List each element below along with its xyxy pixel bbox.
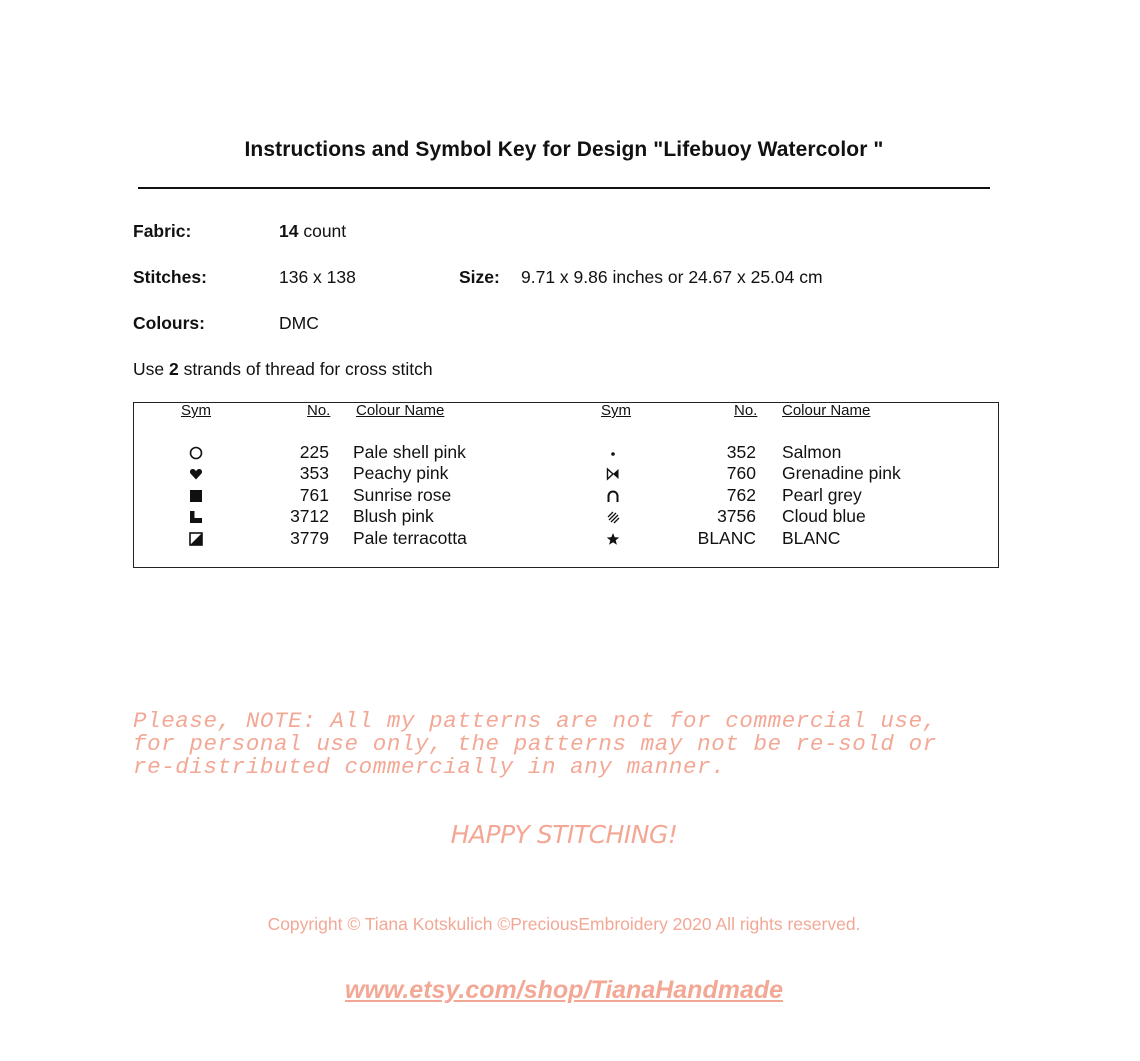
key-right-name-1: Salmon: [782, 442, 842, 462]
title-divider: [138, 187, 990, 189]
colours-value: DMC: [279, 313, 319, 333]
fabric-label: Fabric:: [133, 221, 192, 241]
diagonal-stripes-icon: [599, 506, 627, 528]
header-no-right: No.: [734, 402, 758, 419]
document-title: Instructions and Symbol Key for Design "Lifebuoy Watercolor ": [244, 138, 884, 161]
size-value: 9.71 x 9.86 inches or 24.67 x 25.04 cm: [521, 267, 823, 287]
half-square-icon: [182, 528, 210, 550]
heart-icon: [182, 463, 210, 485]
key-right-name-5: BLANC: [782, 528, 841, 548]
key-right-no-4: 3756: [717, 506, 756, 526]
fabric-count-unit: count: [298, 221, 347, 241]
key-right-name-3: Pearl grey: [782, 485, 862, 505]
stitches-value: 136 x 138: [279, 267, 356, 287]
header-sym-left: Sym: [181, 402, 211, 419]
star-icon: [599, 528, 627, 550]
key-left-no-4: 3712: [290, 506, 329, 526]
usage-note-line-3: re-distributed commercially in any manner.: [133, 754, 726, 780]
key-left-no-1: 225: [299, 442, 329, 462]
strands-prefix: Use: [133, 359, 169, 379]
fabric-value: [279, 221, 346, 242]
key-left-name-1: Pale shell pink: [353, 442, 466, 462]
usage-note-line-1: Please, NOTE: All my patterns are not for commercial use,: [133, 708, 937, 734]
key-left-name-3: Sunrise rose: [353, 485, 452, 505]
key-left-no-2: 353: [299, 463, 329, 483]
header-sym-right: Sym: [601, 402, 631, 419]
header-name-left: Colour Name: [356, 402, 445, 419]
fabric-count: 14: [279, 221, 299, 241]
key-left-name-5: Pale terracotta: [353, 528, 467, 548]
key-left-no-5: 3779: [290, 528, 329, 548]
small-dot-icon: [599, 442, 627, 464]
size-label: Size:: [459, 267, 500, 287]
bowtie-icon: [599, 463, 627, 485]
usage-note: [133, 710, 1033, 779]
key-right-no-2: 760: [726, 463, 756, 483]
strands-count: 2: [168, 359, 179, 379]
key-right-name-4: Cloud blue: [782, 506, 866, 526]
header-name-right: Colour Name: [782, 402, 871, 419]
etsy-shop-link[interactable]: www.etsy.com/shop/TianaHandmade: [344, 976, 784, 1004]
arch-icon: [599, 485, 627, 507]
key-left-no-3: 761: [299, 485, 329, 505]
key-right-no-3: 762: [726, 485, 756, 505]
copyright-text: Copyright © Tiana Kotskulich ©PreciousEmbroidery 2020 All rights reserved.: [267, 914, 861, 934]
stitches-label: Stitches:: [133, 267, 207, 287]
colours-label: Colours:: [133, 313, 205, 333]
filled-square-icon: [182, 485, 210, 507]
key-right-no-5: BLANC: [697, 528, 756, 548]
key-right-name-2: Grenadine pink: [782, 463, 901, 483]
key-left-name-2: Peachy pink: [353, 463, 449, 483]
key-right-no-1: 352: [726, 442, 756, 462]
happy-stitching-text: HAPPY STITCHING!: [450, 820, 678, 849]
header-no-left: No.: [307, 402, 331, 419]
strands-instruction: [133, 359, 433, 380]
strands-suffix: strands of thread for cross stitch: [178, 359, 433, 379]
circle-outline-icon: [182, 442, 210, 464]
l-block-icon: [182, 506, 210, 528]
usage-note-line-2: for personal use only, the patterns may not be re-sold or: [133, 731, 937, 757]
key-left-name-4: Blush pink: [353, 506, 434, 526]
